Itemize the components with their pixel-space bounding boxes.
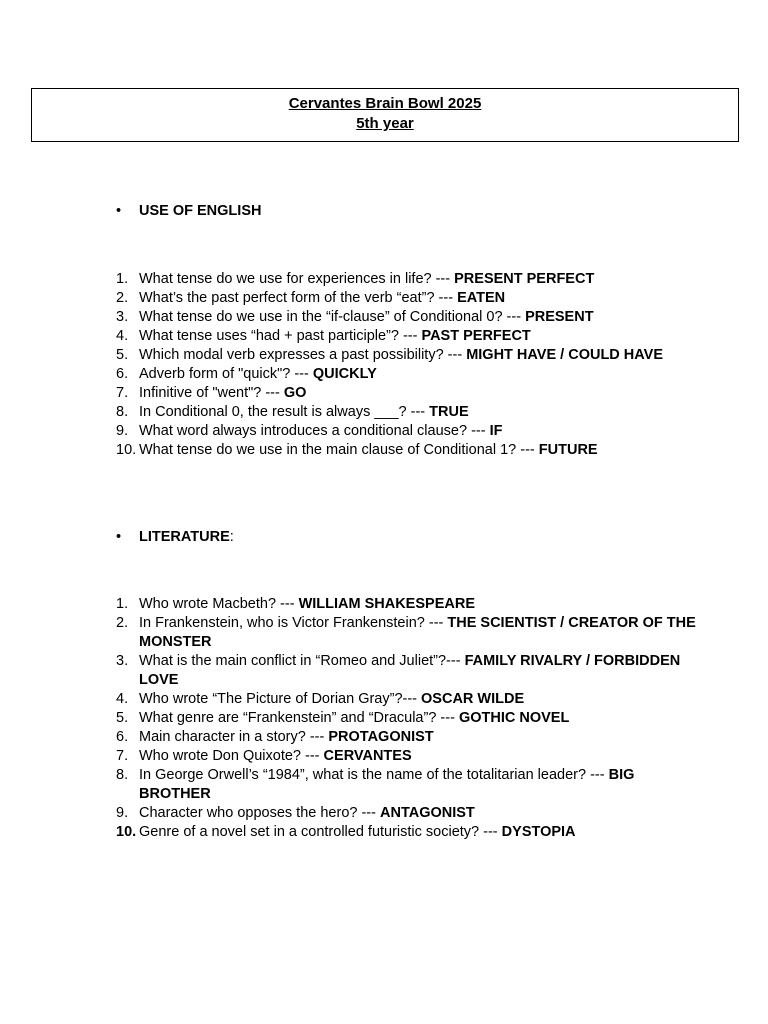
question-text: In George Orwell’s “1984”, what is the name of the totalitarian leader? ---: [139, 767, 609, 783]
item-number: 6.: [116, 729, 129, 745]
item-number: 5.: [116, 710, 129, 726]
list-item: [116, 327, 696, 346]
question-text: Main character in a story? ---: [139, 729, 329, 745]
question-text: What is the main conflict in “Romeo and Juliet”?---: [139, 653, 465, 669]
list-item: [116, 270, 696, 289]
answer-text: FAMILY RIVALRY / FORBIDDEN LOVE: [139, 653, 681, 688]
item-number: 10.: [116, 442, 137, 458]
item-number: 3.: [116, 653, 129, 669]
item-number: 8.: [116, 404, 129, 420]
answer-text: PROTAGONIST: [328, 729, 434, 745]
item-number: 7.: [116, 748, 129, 764]
item-number: 6.: [116, 366, 129, 382]
list-item: [116, 709, 696, 728]
list-item: [116, 823, 696, 842]
question-text: What tense uses “had + past participle”? ---: [139, 328, 422, 344]
answer-text: CERVANTES: [323, 748, 412, 764]
item-number: 3.: [116, 309, 129, 325]
item-number: 9.: [116, 805, 129, 821]
answer-text: PAST PERFECT: [421, 328, 531, 344]
list-item: [116, 365, 696, 384]
list-item: [116, 614, 696, 652]
section-heading-use-of-english: [116, 202, 261, 221]
item-number: 2.: [116, 290, 129, 306]
answer-text: PRESENT: [525, 309, 594, 325]
item-number: 1.: [116, 271, 129, 287]
section-heading-suffix: :: [229, 529, 234, 545]
list-item: [116, 308, 696, 327]
question-text: What genre are “Frankenstein” and “Dracula”? ---: [139, 710, 459, 726]
document-title: Cervantes Brain Bowl 2025: [288, 95, 482, 112]
list-item: [116, 766, 696, 804]
answer-text: MIGHT HAVE / COULD HAVE: [466, 347, 664, 363]
answer-text: PRESENT PERFECT: [454, 271, 595, 287]
question-text: What tense do we use in the “if-clause” of Conditional 0? ---: [139, 309, 526, 325]
question-text: Infinitive of "went"? ---: [139, 385, 284, 401]
item-number: 5.: [116, 347, 129, 363]
list-item: [116, 690, 696, 709]
title-box: [31, 88, 739, 142]
item-number: 9.: [116, 423, 129, 439]
section-heading-label: LITERATURE: [139, 529, 230, 545]
answer-text: EATEN: [457, 290, 506, 306]
question-text: Which modal verb expresses a past possibility? ---: [139, 347, 467, 363]
list-item: [116, 289, 696, 308]
answer-text: TRUE: [429, 404, 469, 420]
list-item: [116, 747, 696, 766]
answer-text: DYSTOPIA: [501, 824, 576, 840]
list-item: [116, 403, 696, 422]
literature-question-list: [116, 595, 696, 842]
bullet-icon: •: [116, 203, 122, 219]
answer-text: ANTAGONIST: [380, 805, 475, 821]
question-text: What tense do we use in the main clause of Conditional 1? ---: [139, 442, 539, 458]
list-item: [116, 346, 696, 365]
item-number: 4.: [116, 691, 129, 707]
question-text: Who wrote Macbeth? ---: [139, 596, 299, 612]
answer-text: GOTHIC NOVEL: [458, 710, 570, 726]
question-text: Adverb form of "quick"? ---: [139, 366, 313, 382]
list-item: [116, 595, 696, 614]
section-heading-literature: [116, 528, 234, 547]
bullet-icon: •: [116, 529, 122, 545]
use-of-english-question-list: [116, 270, 696, 460]
question-text: What tense do we use for experiences in life? ---: [139, 271, 455, 287]
answer-text: OSCAR WILDE: [421, 691, 525, 707]
answer-text: BIG BROTHER: [139, 767, 635, 802]
question-text: What’s the past perfect form of the verb “eat”? ---: [139, 290, 458, 306]
item-number: 2.: [116, 615, 129, 631]
list-item: [116, 441, 696, 460]
question-text: Who wrote “The Picture of Dorian Gray”?---: [139, 691, 422, 707]
answer-text: FUTURE: [538, 442, 598, 458]
list-item: [116, 384, 696, 403]
answer-text: IF: [489, 423, 503, 439]
list-item: [116, 422, 696, 441]
list-item: [116, 804, 696, 823]
question-text: What word always introduces a conditional clause? ---: [139, 423, 490, 439]
answer-text: THE SCIENTIST / CREATOR OF THE MONSTER: [139, 615, 696, 650]
answer-text: WILLIAM SHAKESPEARE: [298, 596, 475, 612]
answer-text: QUICKLY: [312, 366, 377, 382]
question-text: Genre of a novel set in a controlled futuristic society? ---: [139, 824, 502, 840]
list-item: [116, 652, 696, 690]
section-heading-label: USE OF ENGLISH: [139, 203, 262, 219]
question-text: Character who opposes the hero? ---: [139, 805, 380, 821]
question-text: In Conditional 0, the result is always ___? ---: [139, 404, 430, 420]
item-number: 4.: [116, 328, 129, 344]
document-subtitle: 5th year: [356, 115, 414, 132]
answer-text: GO: [283, 385, 307, 401]
question-text: Who wrote Don Quixote? ---: [139, 748, 324, 764]
item-number: 7.: [116, 385, 129, 401]
item-number: 1.: [116, 596, 129, 612]
question-text: In Frankenstein, who is Victor Frankenstein? ---: [139, 615, 448, 631]
item-number: 8.: [116, 767, 129, 783]
item-number: 10.: [116, 824, 137, 840]
list-item: [116, 728, 696, 747]
